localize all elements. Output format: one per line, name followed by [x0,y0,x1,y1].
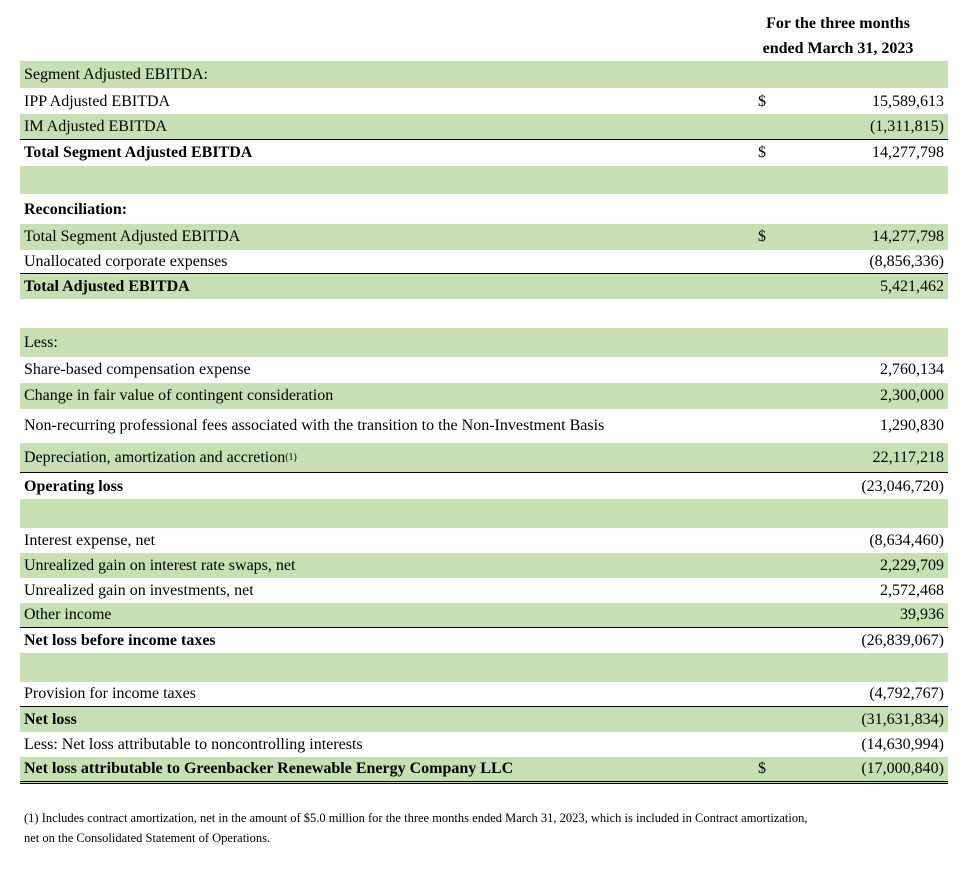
row-label-text: Unallocated corporate expenses [24,252,228,270]
row-label-text: Non-recurring professional fees associated with the transition to the Non-Investment Basis [24,417,605,434]
currency-symbol [748,357,776,383]
row-value: 39,936 [900,606,944,623]
currency-symbol [748,473,776,500]
currency-symbol: $ [758,760,766,777]
row-value: 14,277,798 [872,144,944,161]
table-row [20,61,948,88]
row-value: (23,046,720) [861,477,944,495]
table-row [20,472,948,500]
row-label [24,682,196,706]
table-row [20,89,948,114]
currency-symbol [748,166,776,194]
row-value: (14,630,994) [861,735,944,753]
table-row [20,166,948,194]
row-value: 15,589,613 [872,92,944,110]
row-label [24,578,254,603]
row-label-text: Unrealized gain on interest rate swaps, net [24,556,296,574]
table-row [20,732,948,758]
currency-symbol [748,250,776,273]
currency-symbol [748,274,776,299]
row-value: 2,572,468 [880,581,944,599]
row-value: (26,839,067) [861,631,944,649]
row-value: 1,290,830 [880,417,944,434]
row-label [24,528,155,553]
row-label-text: Share-based compensation expense [24,361,251,378]
row-label-text: Total Segment Adjusted EBITDA [24,144,253,161]
row-label-text: IM Adjusted EBITDA [24,117,168,135]
row-label [24,89,170,114]
footnote [24,808,944,848]
row-label [24,628,216,653]
currency-symbol [748,682,776,706]
table-row [20,409,948,443]
row-label [24,61,208,88]
row-value: 2,229,709 [880,556,944,574]
table-row [20,274,948,299]
row-label-text: Unrealized gain on investments, net [24,581,254,599]
table-row [20,383,948,409]
row-label [24,757,513,781]
row-label [24,553,295,578]
table-row [20,757,948,784]
table-row [20,443,948,472]
table-row [20,224,948,250]
row-value: 5,421,462 [880,277,944,295]
currency-symbol [748,499,776,528]
row-label-text: Net loss [24,710,77,728]
row-label-text: Net loss before income taxes [24,631,216,649]
row-label: Depreciation, amortization and accretion (1) [24,448,297,466]
table-row [20,603,948,628]
row-label-text: Net loss attributable to Greenbacker Renewable Energy Company LLC [24,760,514,777]
row-label-text: Less: [24,333,58,351]
table-row [20,357,948,383]
row-label-text: Total Adjusted EBITDA [24,277,190,295]
row-label [24,383,333,409]
row-value: (31,631,834) [861,710,944,728]
row-label [24,732,363,757]
row-label [24,473,123,500]
currency-symbol [748,409,776,443]
row-label-text: IPP Adjusted EBITDA [24,92,171,110]
table-row [20,299,948,328]
currency-symbol [748,61,776,88]
row-label [24,224,240,250]
currency-symbol [748,553,776,578]
row-label [24,707,77,732]
row-label [24,357,251,383]
table-row [20,499,948,528]
currency-symbol: $ [758,228,766,245]
table-row [20,628,948,653]
currency-symbol [748,383,776,409]
column-header-line-2: ended March 31, 2023 [762,40,914,57]
currency-symbol [748,196,776,224]
row-label [24,196,127,224]
row-label-text: Provision for income taxes [24,685,196,702]
row-label [24,140,252,166]
currency-symbol [748,732,776,757]
currency-symbol [748,528,776,553]
row-value: (8,634,460) [869,531,944,549]
row-label [24,603,112,627]
row-value: 2,760,134 [880,361,944,378]
row-label-text: Depreciation, amortization and accretion [24,448,286,466]
table-row [20,553,948,578]
row-value: 2,300,000 [880,387,944,404]
currency-symbol [748,603,776,627]
footnote-line-1: (1) Includes contract amortization, net in the amount of $5.0 million for the three months ended March 31, 2023, which is included in Contract amortization, [24,811,808,825]
currency-symbol [748,328,776,357]
currency-symbol [748,653,776,682]
row-label-text: Interest expense, net [24,531,156,549]
currency-symbol: $ [758,92,766,110]
row-value: (1,311,815) [869,117,944,135]
currency-symbol [748,299,776,328]
table-row [20,707,948,732]
footnote-line-2: net on the Consolidated Statement of Operations. [24,831,271,845]
row-label [24,328,58,357]
currency-symbol [748,578,776,603]
column-header-line-1: For the three months [766,15,910,32]
row-value: 14,277,798 [872,228,944,245]
table-row [20,139,948,167]
table-row [20,250,948,274]
table-row [20,682,948,707]
table-row [20,528,948,553]
row-label-text: Reconciliation: [24,201,128,218]
table-row [20,653,948,682]
currency-symbol: $ [758,144,766,161]
row-label [24,274,190,299]
row-value: (17,000,840) [861,760,944,777]
currency-symbol [748,443,776,472]
table-row [20,578,948,603]
row-label [24,250,227,273]
row-value: (4,792,767) [869,685,944,702]
table-row [20,114,948,139]
table-row [20,328,948,357]
row-label-text: Less: Net loss attributable to noncontrolling interests [24,735,363,753]
table-row [20,196,948,224]
row-label [24,409,604,443]
row-value: (8,856,336) [869,252,944,270]
currency-symbol [748,628,776,653]
row-label-text: Total Segment Adjusted EBITDA [24,228,241,245]
row-label-text: Other income [24,606,112,623]
row-label-text: Operating loss [24,477,124,495]
currency-symbol [748,707,776,732]
currency-symbol [748,114,776,139]
row-label-text: Change in fair value of contingent consideration [24,387,334,404]
row-label-text: Segment Adjusted EBITDA: [24,65,208,83]
row-value: 22,117,218 [872,448,944,466]
row-label [24,114,167,139]
